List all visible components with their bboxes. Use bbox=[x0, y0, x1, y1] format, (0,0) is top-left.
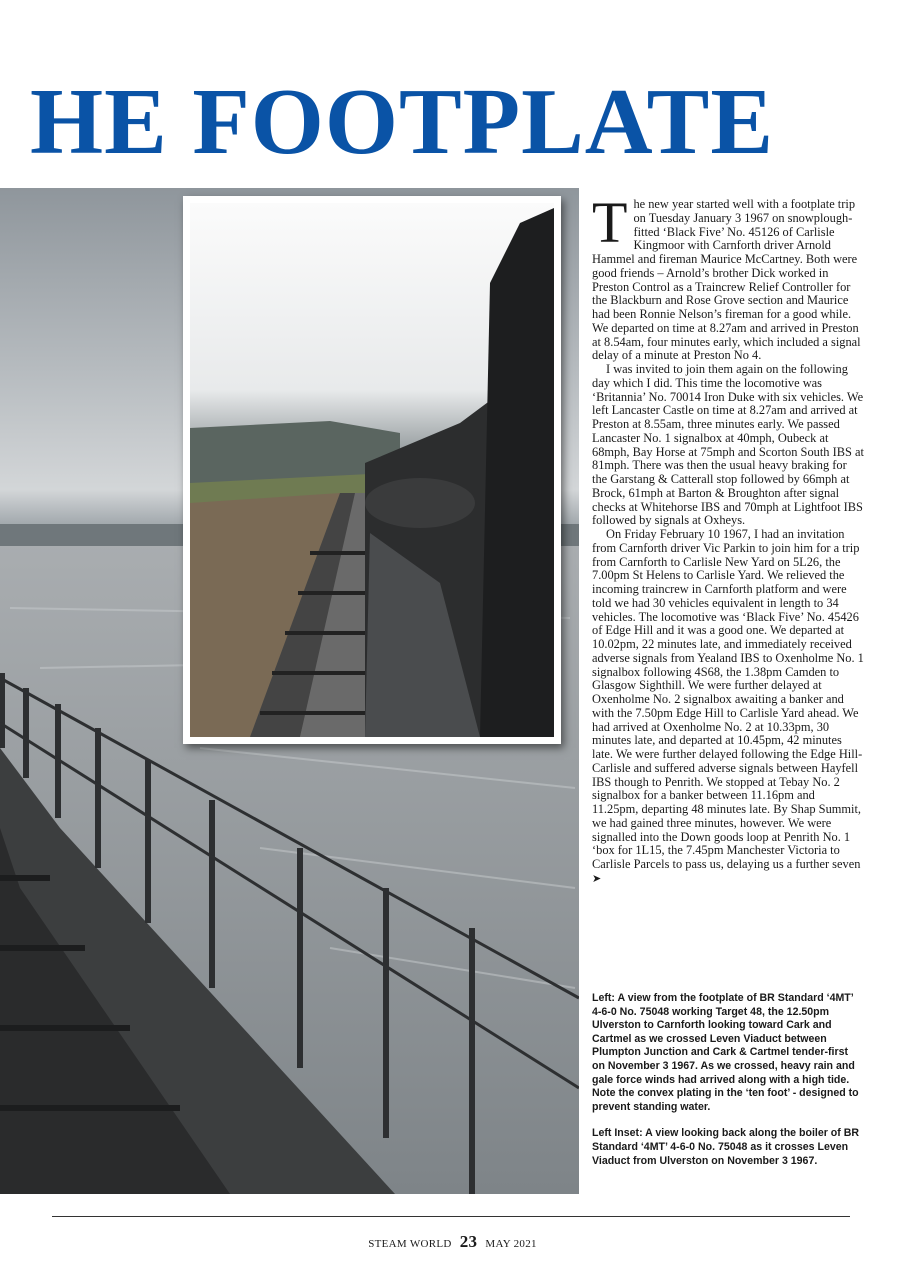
article-paragraph-3 bbox=[592, 528, 864, 886]
continue-arrow-icon: ➤ bbox=[592, 871, 602, 885]
paragraph-text: he new year started well with a footplate trip on Tuesday January 3 1967 on snowplough-fitted ‘Black Five’ No. 45126 of Carlisle Kingmoor with Carnforth driver Arnold Hammel and fireman Maurice McCartney. Both were good friends – Arnold’s brother Dick worked in Preston Control as a Traincrew Relief Controller for the Blackburn and Rose Grove section and Maurice had been Ronnie Nelson’s fireman for a good while. We departed on time at 8.27am and arrived in Preston at 8.54am, four minutes early, which included a signal delay of a minute at Preston No 4. bbox=[592, 197, 861, 363]
article-paragraph-2: I was invited to join them again on the following day which I did. This time the locomotive was ‘Britannia’ No. 70014 Iron Duke with six vehicles. We left Lancaster Castle on time at 8.27am and arrived at Preston at 8.55am, three minutes early. We passed Lancaster No. 1 signalbox at 40mph, Oubeck at 68mph, Bay Horse at 75mph and Scorton South IBS at 81mph. There was then the usual heavy braking for the Garstang & Catterall stop followed by 66mph at Brock, 61mph at Barton & Broughton after signal checks at Whitehorse IBS and 70mph at Lightfoot IBS followed by signals at Oxheys. bbox=[592, 362, 864, 528]
footer-divider bbox=[52, 1216, 850, 1217]
paragraph-text: On Friday February 10 1967, I had an invitation from Carnforth driver Vic Parkin to join him for a trip from Carnforth to Carlisle New Yard on 5L26, the 7.00pm St Helens to Carlisle Yard. We relieved the incoming traincrew in Carnforth platform and were told we had 30 vehicles equivalent in length to 34 vehicles. The locomotive was ‘Black Five’ No. 45426 of Edge Hill and it was a good one. We departed at 10.02pm, 22 minutes late, and immediately received adverse signals from Yealand IBS to Oxenholme No. 1 signalbox following 4S68, the 1.38pm Camden to Glasgow Sighthill. We were further delayed at Oxenholme No. 2 signalbox awaiting a banker and with the 7.50pm Edge Hill to Carlisle Yard ahead. We had arrived at Oxenholme No. 2 at 10.33pm, 30 minutes late, and departed at 10.45pm, 42 minutes late. We were further delayed following the Edge Hill-Carlisle and suffered adverse signals between Hayfell IBS though to Penrith. We stopped at Tebay No. 2 signalbox for a banker between 11.16pm and 11.25pm, departing 48 minutes late. By Shap Summit, we had gained three minutes, however. We were signalled into the Down goods loop at Penrith No. 1 ‘box for 1L15, the 7.45pm Manchester Victoria to Carlisle Parcels to pass us, delaying us a further seven bbox=[592, 527, 864, 871]
inset-boiler-photo bbox=[183, 196, 561, 744]
article-paragraph-1 bbox=[592, 190, 864, 363]
page-footer bbox=[0, 1232, 905, 1252]
caption-left-inset: Left Inset: A view looking back along the boiler of BR Standard ‘4MT’ 4-6-0 No. 75048 as it crosses Leven Viaduct from Ulverston on November 3 1967. bbox=[592, 1127, 860, 1167]
issue-date: MAY 2021 bbox=[485, 1238, 537, 1250]
page-headline: HE FOOTPLATE bbox=[30, 70, 775, 174]
photo-captions bbox=[592, 992, 862, 1181]
caption-left: Left: A view from the footplate of BR Standard ‘4MT’ 4-6-0 No. 75048 working Target 48, the 12.50pm Ulverston to Carnforth looking toward Cark and Cartmel as we crossed Leven Viaduct between Plumpton Junction and Cark & Cartmel tender-first on November 3 1967. As we crossed, heavy rain and gale force winds had arrived along with a high tide. Note the convex plating in the ‘ten foot’ - designed to prevent standing water. bbox=[592, 992, 859, 1113]
article-body bbox=[592, 190, 864, 886]
magazine-name: STEAM WORLD bbox=[368, 1238, 452, 1250]
page-number: 23 bbox=[459, 1232, 478, 1251]
drop-cap: T bbox=[592, 190, 628, 255]
